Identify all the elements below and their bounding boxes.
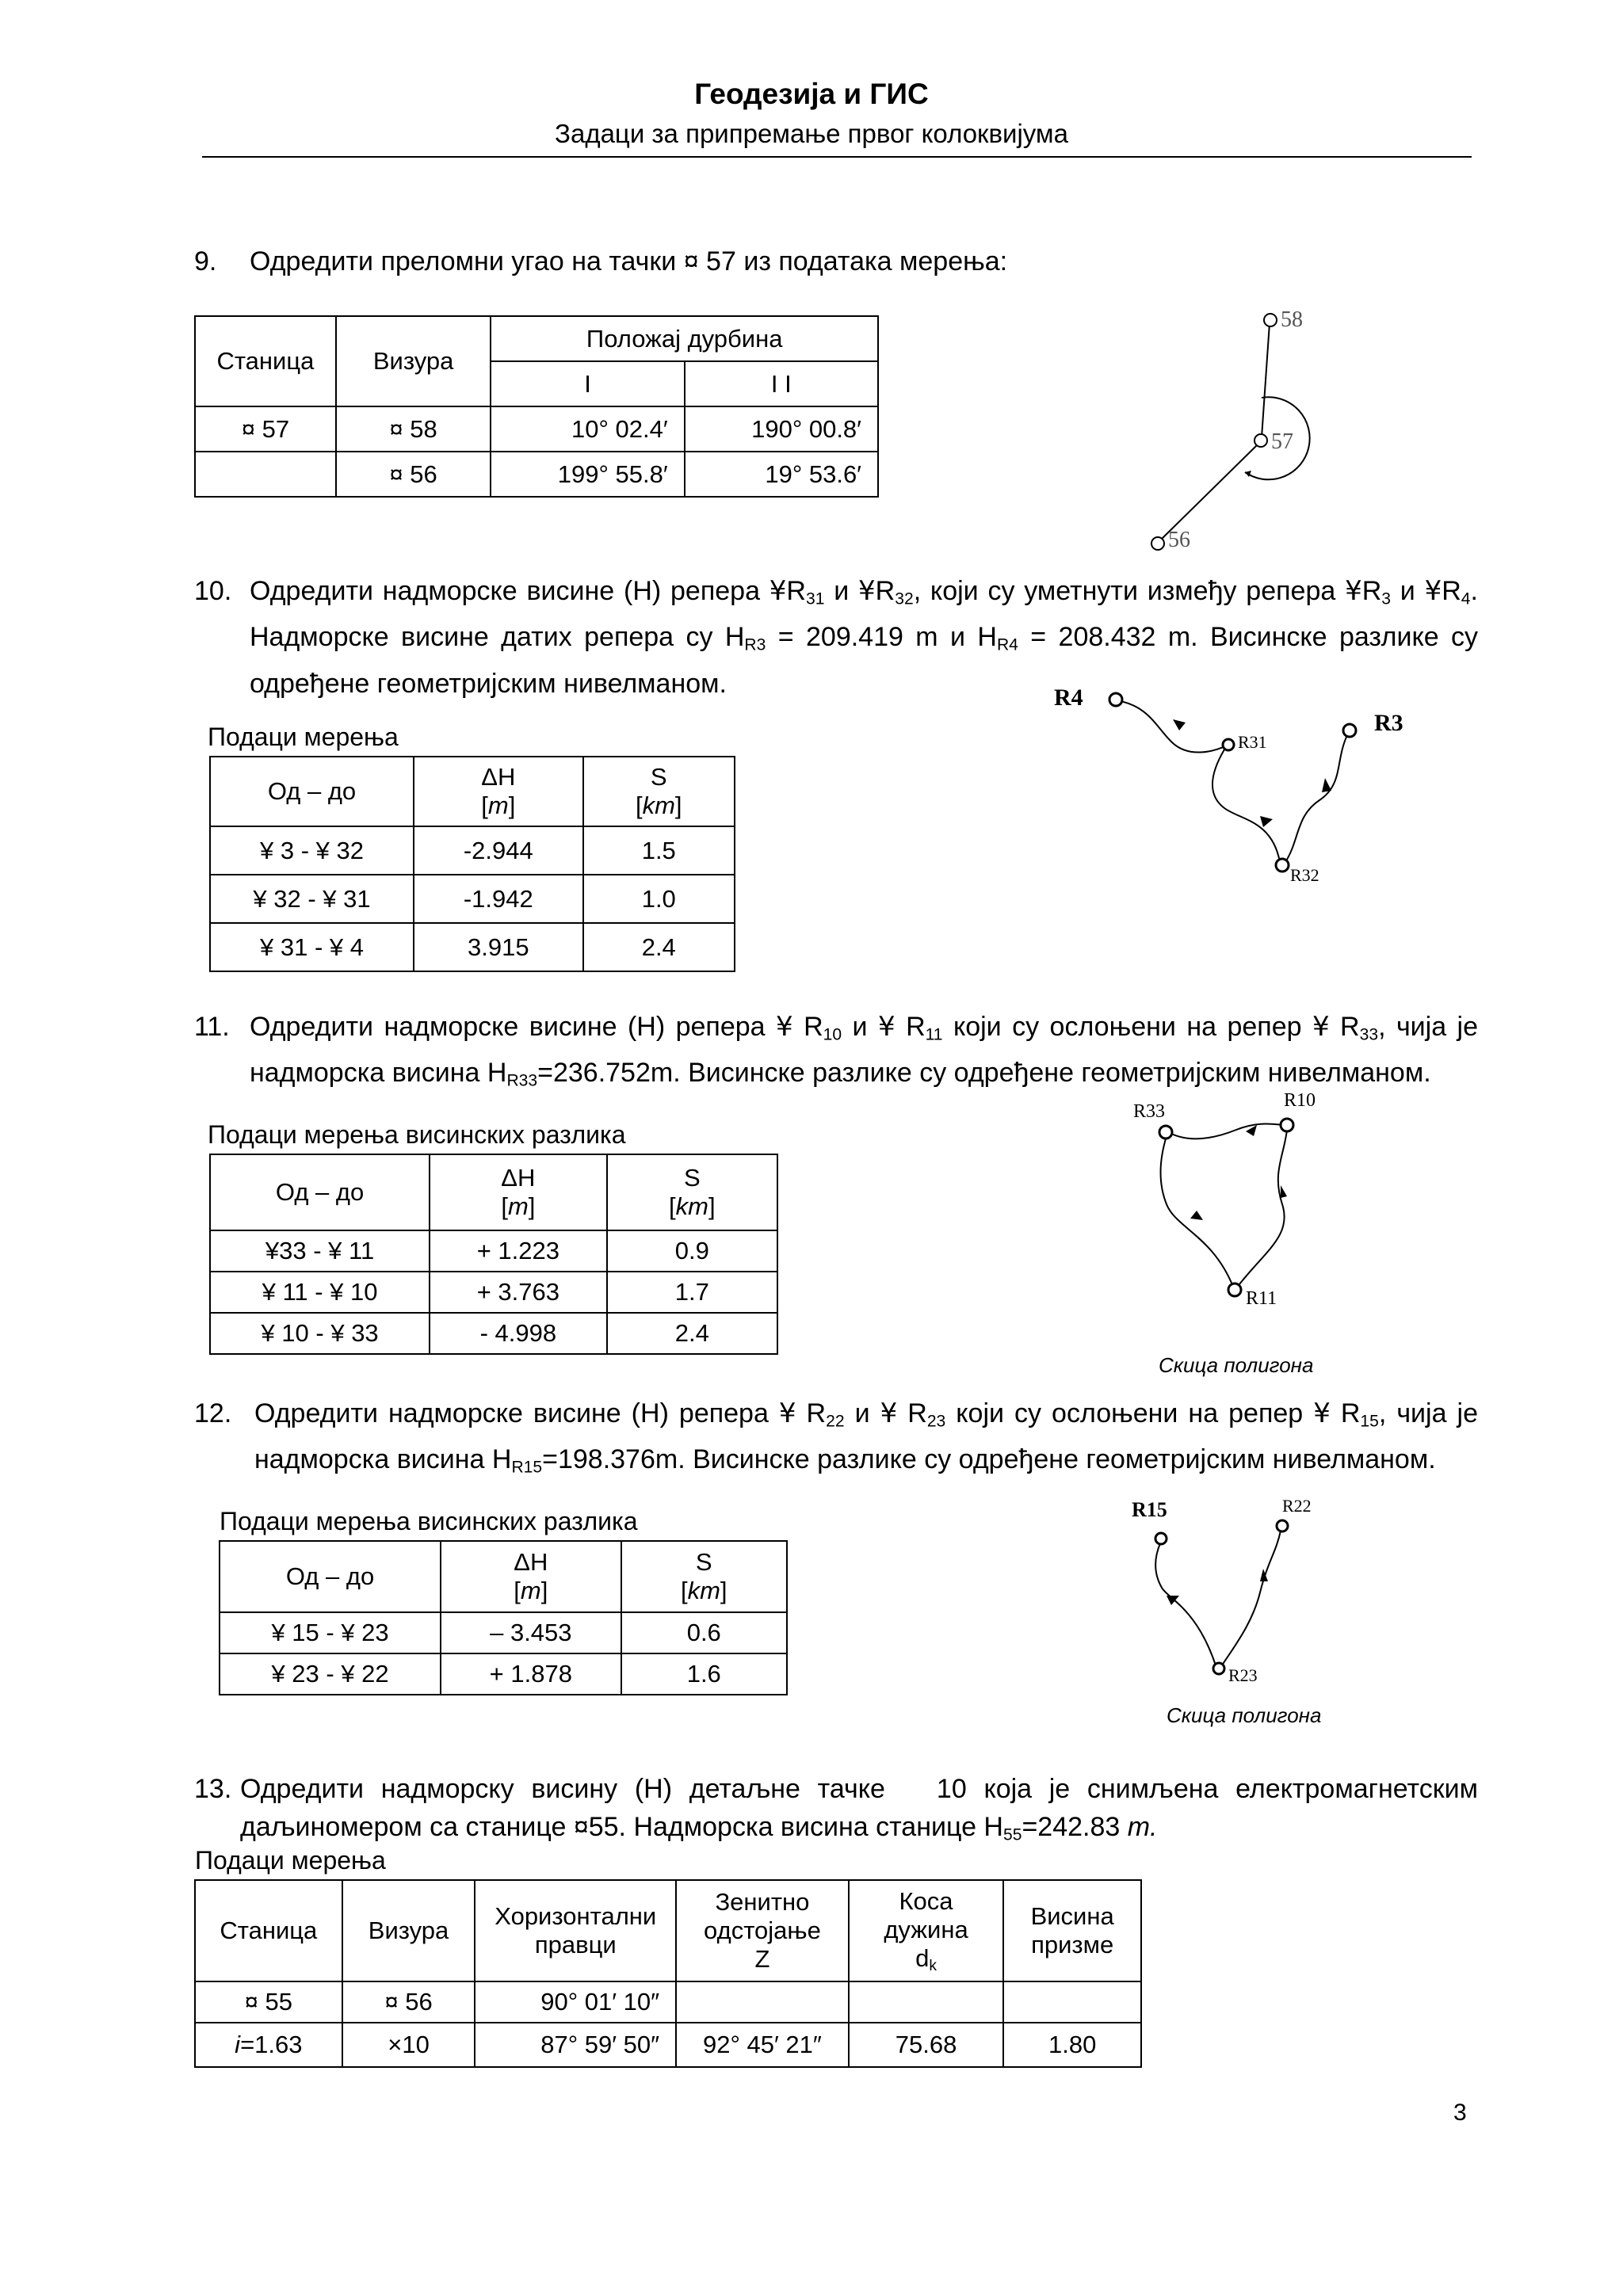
task-12-sketch: [1117, 1489, 1355, 1695]
cell-horizontal-direction: 87° 59′ 50″: [475, 2023, 676, 2067]
path-r15-r23: [1155, 1543, 1216, 1665]
cell-length-s: 0.6: [621, 1612, 787, 1653]
benchmark-r32-label: R32: [1290, 865, 1319, 885]
point-58-label: 58: [1281, 307, 1303, 332]
document-title: Геодезија и ГИС: [694, 78, 929, 110]
cell-from-to: ¥ 31 - ¥ 4: [210, 923, 414, 971]
benchmark-r3-label: R3: [1374, 710, 1403, 736]
cell-sight: ¤ 56: [336, 452, 491, 497]
benchmark-r10-label: R10: [1284, 1090, 1316, 1111]
path-r33-r10: [1170, 1124, 1285, 1139]
cell-from-to: ¥ 23 - ¥ 22: [220, 1653, 441, 1695]
header-position-i: I: [491, 361, 684, 406]
task-text: Одредити надморске висине (H) репера ¥ $R_{22}$ и ¥ $R_{23}$ који су ослоњени на репер ¥ $R_{15}$, чија је надморска висина $H_{R15}=198.376m$. Висинске разлике су одређене геометријским нивелманом.: [254, 1398, 1478, 1477]
path-r31-r32: [1212, 749, 1280, 862]
cell-length-s: 1.0: [583, 875, 735, 923]
point-58-marker: [1264, 314, 1277, 326]
cell-from-to: ¥ 3 - ¥ 32: [210, 826, 414, 875]
header-position-ii: I I: [685, 361, 878, 406]
table-row: [195, 452, 878, 497]
table-row: [195, 2023, 1141, 2067]
cell-station: ¤ 57: [195, 406, 336, 452]
header-slope-distance: Коса дужина $d_k$: [849, 1880, 1004, 1981]
task-12-caption: Подаци мерења висинских разлика: [220, 1507, 638, 1535]
task-number: 9.: [194, 246, 217, 277]
cell-from-to: ¥ 15 - ¥ 23: [220, 1612, 441, 1653]
direction-arrow-icon: [1173, 719, 1186, 730]
header-length-s: S [km]: [607, 1154, 777, 1230]
benchmark-r15-marker: [1155, 1533, 1167, 1544]
header-sight: Визура: [342, 1880, 475, 1981]
cell-sight: ×10: [342, 2023, 475, 2067]
task-11-sketch-caption: Скица полигона: [1159, 1353, 1314, 1377]
cell-delta-h: + 3.763: [430, 1272, 606, 1313]
header-delta-h: ΔH [m]: [430, 1154, 606, 1230]
benchmark-r11-label: R11: [1246, 1288, 1277, 1309]
benchmark-r31-marker: [1223, 739, 1234, 750]
header-sight: Визура: [336, 316, 491, 406]
task-number: 13.: [194, 1774, 232, 1804]
path-r23-r22: [1222, 1531, 1281, 1665]
table-row: [220, 1653, 787, 1695]
task-number: 10.: [194, 576, 232, 606]
direction-arrow-icon: [1281, 1185, 1287, 1198]
page-number: 3: [1453, 2100, 1467, 2126]
path-r10-r11: [1236, 1130, 1287, 1288]
header-telescope-position: Положај дурбина: [491, 316, 878, 361]
task-9: [194, 242, 1478, 282]
table-row: [210, 1230, 777, 1272]
header-length-s: S [km]: [621, 1541, 787, 1612]
task-text: Одредити преломни угао на тачки ¤ 57 из података мерења:: [250, 246, 1008, 277]
cell-length-s: 0.9: [607, 1230, 777, 1272]
cell-length-s: 2.4: [607, 1313, 777, 1354]
task-10-table: [209, 756, 735, 972]
header-from-to: Од – до: [210, 757, 414, 826]
task-12: [194, 1394, 1478, 1477]
task-12-table: [219, 1540, 788, 1695]
cell-prism-height: 1.80: [1003, 2023, 1141, 2067]
cell-from-to: ¥ 10 - ¥ 33: [210, 1313, 430, 1354]
table-row: [195, 1981, 1141, 2023]
cell-station: ¤ 55: [195, 1981, 342, 2023]
benchmark-r4-marker: [1109, 693, 1122, 706]
table-row: [210, 923, 735, 971]
header-delta-h: ΔH [m]: [414, 757, 582, 826]
table-row: [210, 875, 735, 923]
task-11: [194, 1008, 1479, 1090]
cell-prism-height: [1003, 1981, 1141, 2023]
benchmark-r31-label: R31: [1238, 732, 1267, 752]
sight-line-57-58: [1262, 323, 1270, 437]
benchmark-r32-marker: [1276, 859, 1289, 871]
task-text: Одредити надморску висину (H) детаљне тачке 10 која је снимљена електромагнетским даљиномером са станице ¤55. Надморска висина станице $H_{55}=242.83$ m.: [240, 1774, 1478, 1844]
cell-length-s: 1.6: [621, 1653, 787, 1695]
header-prism-height: Висина призме: [1003, 1880, 1141, 1981]
header-delta-h: ΔH [m]: [441, 1541, 621, 1612]
benchmark-r10-marker: [1281, 1119, 1293, 1131]
task-9-table: [194, 315, 879, 498]
task-13-caption: Подаци мерења: [195, 1846, 386, 1875]
cell-station: [195, 452, 336, 497]
point-56-marker: [1151, 537, 1164, 550]
benchmark-r33-marker: [1159, 1126, 1172, 1138]
task-9-sketch: [1141, 301, 1379, 555]
header-divider: [202, 156, 1472, 158]
task-10-caption: Подаци мерења: [208, 723, 399, 751]
task-13-table: [194, 1879, 1142, 2068]
cell-sight: ¤ 58: [336, 406, 491, 452]
table-row: [210, 826, 735, 875]
task-number: 11.: [194, 1012, 230, 1042]
direction-arrow-icon: [1322, 778, 1331, 792]
task-text: Одредити надморске висине (H) репера $¥R_{31}$ и $¥R_{32}$, који су уметнути између репера $¥R_3$ и $¥R_4$. Надморске висине датих репера су $H_{R3} = 209.419$ m и $H_{R4} = 208.432$ m. Висинске разлике су одређене геометријским нивелманом.: [250, 575, 1479, 699]
task-11-table: [209, 1154, 778, 1355]
cell-delta-h: - 4.998: [430, 1313, 606, 1354]
cell-length-s: 1.5: [583, 826, 735, 875]
header-station: Станица: [195, 1880, 342, 1981]
task-number: 12.: [194, 1398, 232, 1428]
task-10-sketch: [1054, 681, 1466, 911]
header-zenith-distance: Зенитно одстојање Z: [676, 1880, 849, 1981]
header-from-to: Од – до: [220, 1541, 441, 1612]
cell-from-to: ¥33 - ¥ 11: [210, 1230, 430, 1272]
task-11-sketch: [1125, 1085, 1363, 1323]
header-horizontal-directions: Хоризонтални правци: [475, 1880, 676, 1981]
document-subtitle: Задаци за припремање првог колоквијума: [555, 119, 1068, 148]
benchmark-r11-marker: [1228, 1283, 1241, 1296]
table-row: [220, 1612, 787, 1653]
direction-arrow-icon: [1260, 816, 1273, 827]
cell-slope-distance: 75.68: [849, 2023, 1004, 2067]
task-13: [194, 1770, 1478, 1849]
point-56-label: 56: [1168, 528, 1190, 552]
cell-instrument-height: i=1.63: [195, 2023, 342, 2067]
cell-from-to: ¥ 32 - ¥ 31: [210, 875, 414, 923]
cell-position-i: 199° 55.8′: [491, 452, 684, 497]
direction-arrow-icon: [1190, 1211, 1203, 1220]
benchmark-r15-label: R15: [1132, 1498, 1167, 1521]
cell-delta-h: -1.942: [414, 875, 582, 923]
point-57-marker: [1254, 434, 1267, 447]
benchmark-r22-marker: [1277, 1520, 1288, 1531]
table-row: [195, 406, 878, 452]
cell-sight: ¤ 56: [342, 1981, 475, 2023]
cell-zenith-distance: 92° 45′ 21″: [676, 2023, 849, 2067]
cell-position-ii: 190° 00.8′: [685, 406, 878, 452]
path-r32-r3: [1285, 735, 1347, 862]
cell-zenith-distance: [676, 1981, 849, 2023]
header-station: Станица: [195, 316, 336, 406]
table-row: [210, 1272, 777, 1313]
header-from-to: Од – до: [210, 1154, 430, 1230]
cell-delta-h: -2.944: [414, 826, 582, 875]
cell-delta-h: 3.915: [414, 923, 582, 971]
benchmark-r22-label: R22: [1282, 1496, 1312, 1516]
cell-position-ii: 19° 53.6′: [685, 452, 878, 497]
header-length-s: S [km]: [583, 757, 735, 826]
cell-horizontal-direction: 90° 01′ 10″: [475, 1981, 676, 2023]
task-11-caption: Подаци мерења висинских разлика: [208, 1120, 626, 1149]
cell-from-to: ¥ 11 - ¥ 10: [210, 1272, 430, 1313]
cell-position-i: 10° 02.4′: [491, 406, 684, 452]
benchmark-r23-label: R23: [1228, 1665, 1258, 1685]
path-r4-r31: [1116, 700, 1228, 753]
task-12-sketch-caption: Скица полигона: [1167, 1703, 1322, 1727]
cell-length-s: 1.7: [607, 1272, 777, 1313]
sight-line-57-56: [1160, 445, 1257, 540]
table-row: [210, 1313, 777, 1354]
task-text: Одредити надморске висине (H) репера ¥ $R_{10}$ и ¥ $R_{11}$ који су ослоњени на репер ¥ $R_{33}$, чија је надморска висина $H_{R33}=236.752m$. Висинске разлике су одређене геометријским нивелманом.: [250, 1011, 1479, 1090]
cell-delta-h: + 1.223: [430, 1230, 606, 1272]
point-57-label: 57: [1271, 429, 1293, 454]
benchmark-r23-marker: [1213, 1663, 1224, 1674]
cell-length-s: 2.4: [583, 923, 735, 971]
cell-slope-distance: [849, 1981, 1004, 2023]
benchmark-r33-label: R33: [1133, 1101, 1166, 1122]
task-10: [194, 572, 1479, 699]
benchmark-r3-marker: [1343, 724, 1356, 737]
benchmark-r4-label: R4: [1054, 685, 1083, 711]
cell-delta-h: – 3.453: [441, 1612, 621, 1653]
cell-delta-h: + 1.878: [441, 1653, 621, 1695]
